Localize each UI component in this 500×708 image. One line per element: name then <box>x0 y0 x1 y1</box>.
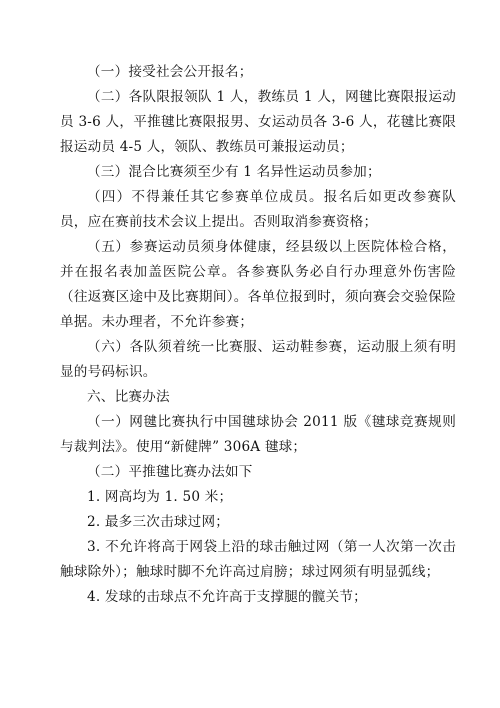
paragraph-no-dual-membership: （四）不得兼任其它参赛单位成员。报名后如更改参赛队员，应在赛前技术会议上提出。否则取消参赛资格； <box>60 189 456 230</box>
section-heading-competition-method: 六、比赛办法 <box>87 389 170 405</box>
rule-item-serve-height: 4. 发球的击球点不允许高于支撑腿的髋关节； <box>87 589 367 605</box>
document-body <box>60 60 456 610</box>
paragraph-net-shuttlecock-rules: （一）网毽比赛执行中国毽球协会 2011 版《毽球竞赛规则与裁判法》。使用“新健牌” 306A 毽球； <box>60 414 456 455</box>
rule-item-max-touches: 2. 最多三次击球过网； <box>87 514 230 530</box>
paragraph-team-quota: （二）各队限报领队 1 人，教练员 1 人，网毽比赛限报运动员 3-6 人，平推毽比赛限报男、女运动员各 3-6 人，花毽比赛限报运动员 4-5 人，领队、教练员可兼报运动员； <box>60 89 456 155</box>
rule-item-net-height: 1. 网高均为 1. 50 米； <box>87 489 233 505</box>
paragraph-mixed-requirement: （三）混合比赛须至少有 1 名异性运动员参加； <box>87 164 381 180</box>
rule-item-over-net: 3. 不允许将高于网袋上沿的球击触过网（第一人次第一次击触球除外）；触球时脚不允许高过肩膀；球过网须有明显弧线； <box>60 539 456 580</box>
paragraph-uniform: （六）各队须着统一比赛服、运动鞋参赛，运动服上须有明显的号码标识。 <box>60 339 456 380</box>
paragraph-health-insurance: （五）参赛运动员须身体健康，经县级以上医院体检合格，并在报名表加盖医院公章。各参赛队务必自行办理意外伤害险（往返赛区途中及比赛期间）。各单位报到时，须向赛会交验保险单据。未办理者，不允许参赛； <box>60 239 456 330</box>
paragraph-registration-public: （一）接受社会公开报名； <box>87 64 253 80</box>
paragraph-push-shuttlecock-method: （二）平推毽比赛办法如下 <box>87 464 253 480</box>
